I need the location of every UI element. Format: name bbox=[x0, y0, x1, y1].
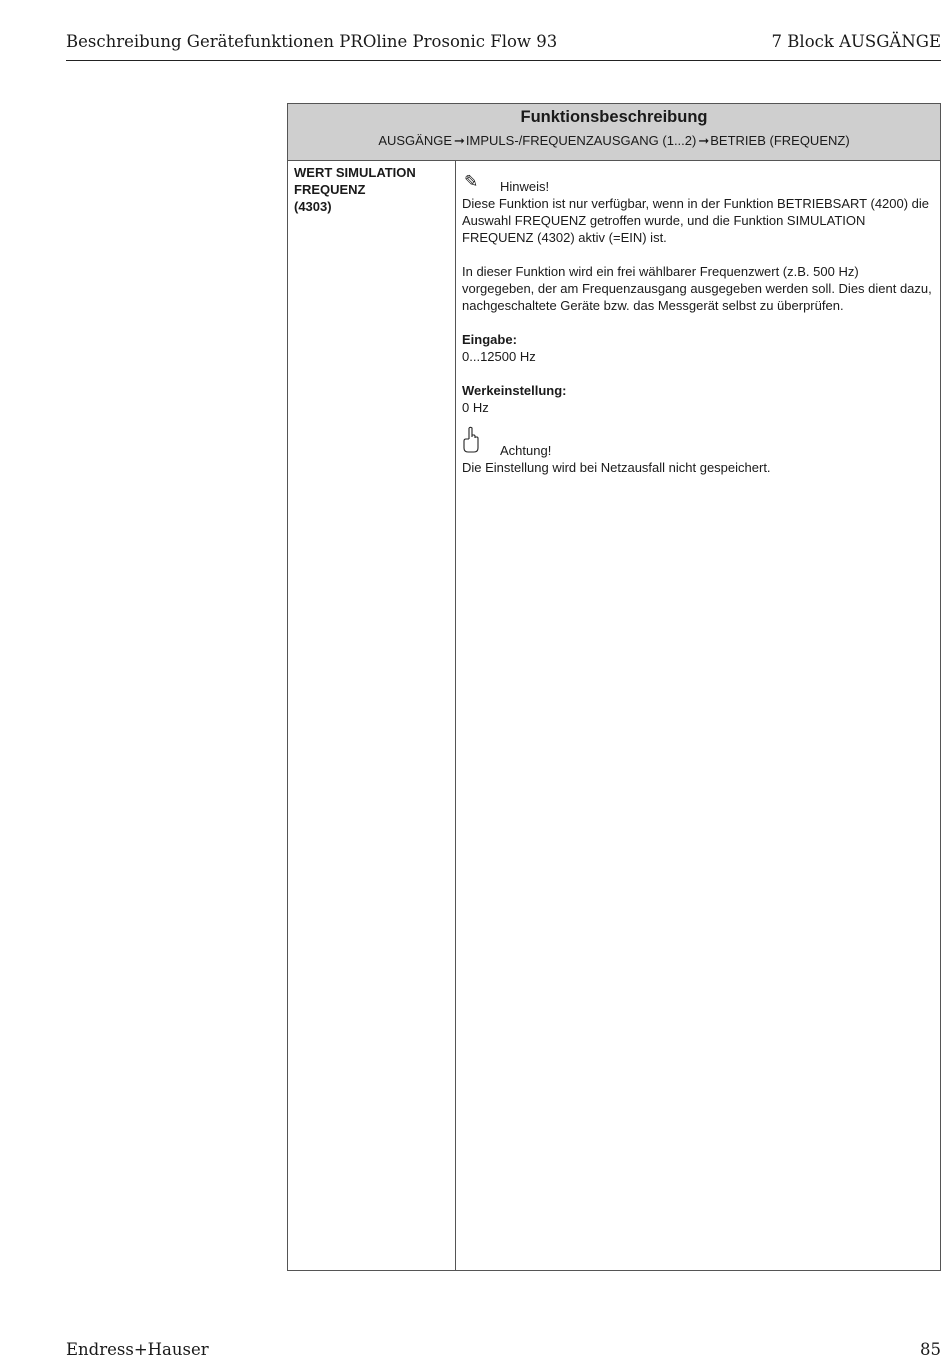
hint-heading bbox=[462, 172, 932, 195]
header-title: Beschreibung Gerätefunktionen PROline Prosonic Flow 93 bbox=[66, 32, 558, 51]
breadcrumb bbox=[288, 133, 940, 149]
header-section: 7 Block AUSGÄNGE bbox=[771, 32, 941, 51]
page-number: 85 bbox=[920, 1340, 941, 1359]
default-value: 0 Hz bbox=[462, 400, 489, 415]
arrow-right-icon: ➞ bbox=[454, 133, 465, 148]
function-table bbox=[287, 103, 941, 1271]
warning-heading bbox=[462, 426, 932, 459]
input-label: Eingabe: bbox=[462, 332, 517, 347]
function-name-line-1: WERT SIMULATION bbox=[294, 165, 416, 180]
description-text: In dieser Funktion wird ein frei wählbarer Frequenzwert (z.B. 500 Hz) vorgegeben, der am Frequenzausgang ausgegeben werden soll. Dies dient dazu, nachgeschaltete Geräte bzw. das Messgerät selbst zu überprüfen. bbox=[462, 264, 932, 313]
function-name-cell bbox=[288, 161, 456, 1270]
function-description-cell bbox=[456, 161, 940, 1270]
breadcrumb-item-pulse-frequency-output: IMPULS-/FREQUENZAUSGANG (1...2) bbox=[465, 133, 697, 148]
default-label: Werkeinstellung: bbox=[462, 383, 567, 398]
pencil-icon: ✎ bbox=[464, 172, 479, 191]
table-title: Funktionsbeschreibung bbox=[520, 108, 708, 126]
breadcrumb-item-outputs: AUSGÄNGE bbox=[378, 133, 453, 148]
function-code: (4303) bbox=[294, 199, 332, 214]
function-name-line-2: FREQUENZ bbox=[294, 182, 366, 197]
arrow-right-icon: ➞ bbox=[698, 133, 710, 148]
hint-label: Hinweis! bbox=[500, 179, 550, 194]
breadcrumb-item-operation-frequency: BETRIEB (FREQUENZ) bbox=[710, 133, 850, 148]
page-header bbox=[66, 30, 941, 61]
brand-logo: Endress+Hauser bbox=[66, 1340, 209, 1359]
hint-text: Diese Funktion ist nur verfügbar, wenn in der Funktion BETRIEBSART (4200) die Auswahl FREQUENZ getroffen wurde, und die Funktion SIMULATION FREQUENZ (4302) aktiv (=EIN) ist. bbox=[462, 196, 930, 245]
pointing-hand-icon bbox=[462, 426, 480, 458]
warning-text: Die Einstellung wird bei Netzausfall nicht gespeichert. bbox=[462, 460, 771, 475]
warning-label: Achtung! bbox=[500, 443, 552, 458]
input-value: 0...12500 Hz bbox=[462, 349, 536, 364]
table-header bbox=[288, 104, 940, 161]
